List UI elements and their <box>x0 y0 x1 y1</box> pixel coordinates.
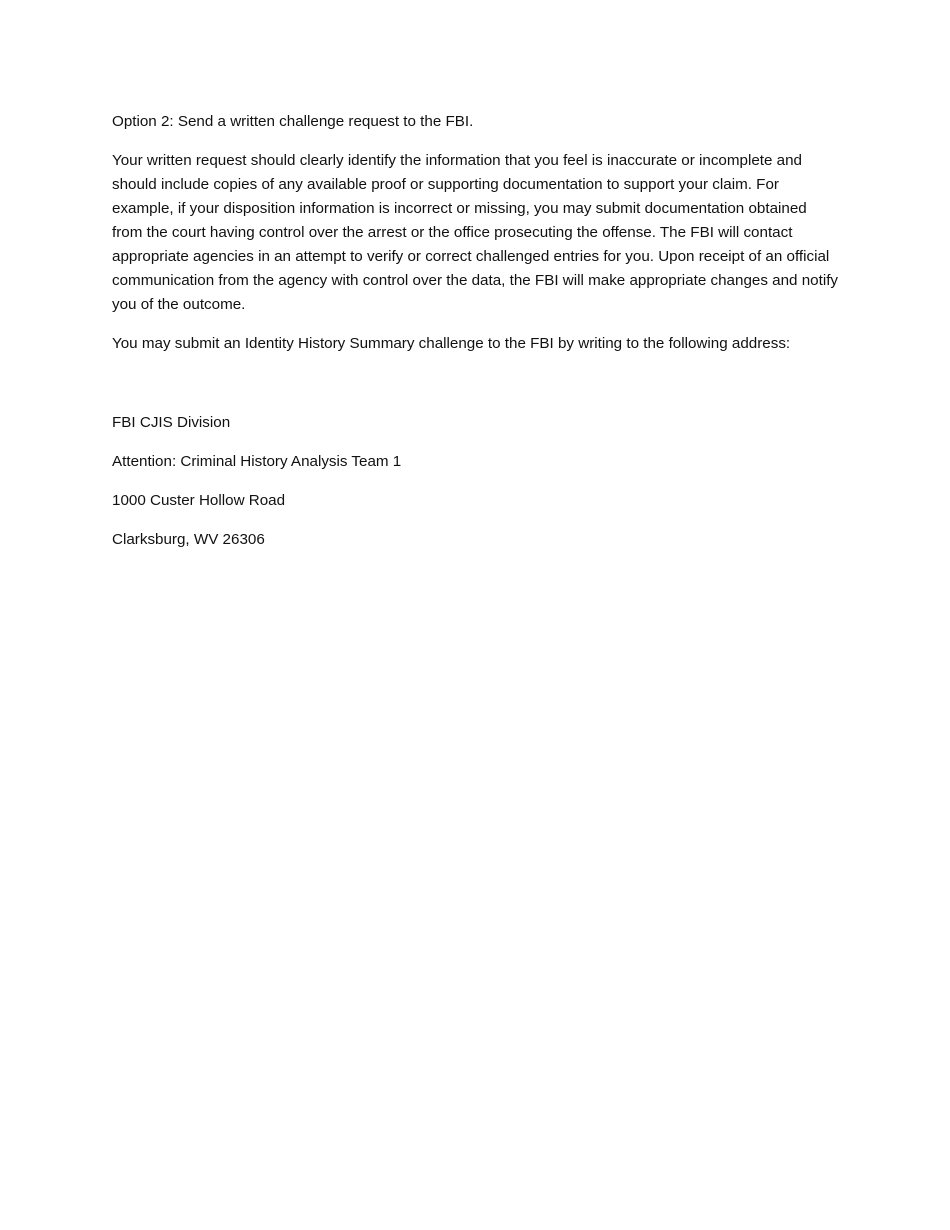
option-heading: Option 2: Send a written challenge request to the FBI. <box>112 113 474 130</box>
address-intro: You may submit an Identity History Summary challenge to the FBI by writing to the following address: <box>112 335 791 352</box>
blank-spacer <box>112 371 840 411</box>
address-line-division: FBI CJIS Division <box>112 414 231 431</box>
mailing-address <box>112 411 840 552</box>
address-line-city-state-zip: Clarksburg, WV 26306 <box>112 531 265 548</box>
address-line-street: 1000 Custer Hollow Road <box>112 492 286 509</box>
address-line-attention: Attention: Criminal History Analysis Team 1 <box>112 453 402 470</box>
body-paragraph: Your written request should clearly identify the information that you feel is inaccurate or incomplete and should include copies of any available proof or supporting documentation to support your claim. For example, if your disposition information is incorrect or missing, you may submit documentation obtained from the court having control over the arrest or the office prosecuting the offense. The FBI will contact appropriate agencies in an attempt to verify or correct challenged entries for you. Upon receipt of an official communication from the agency with control over the data, the FBI will make appropriate changes and notify you of the outcome. <box>112 152 839 313</box>
